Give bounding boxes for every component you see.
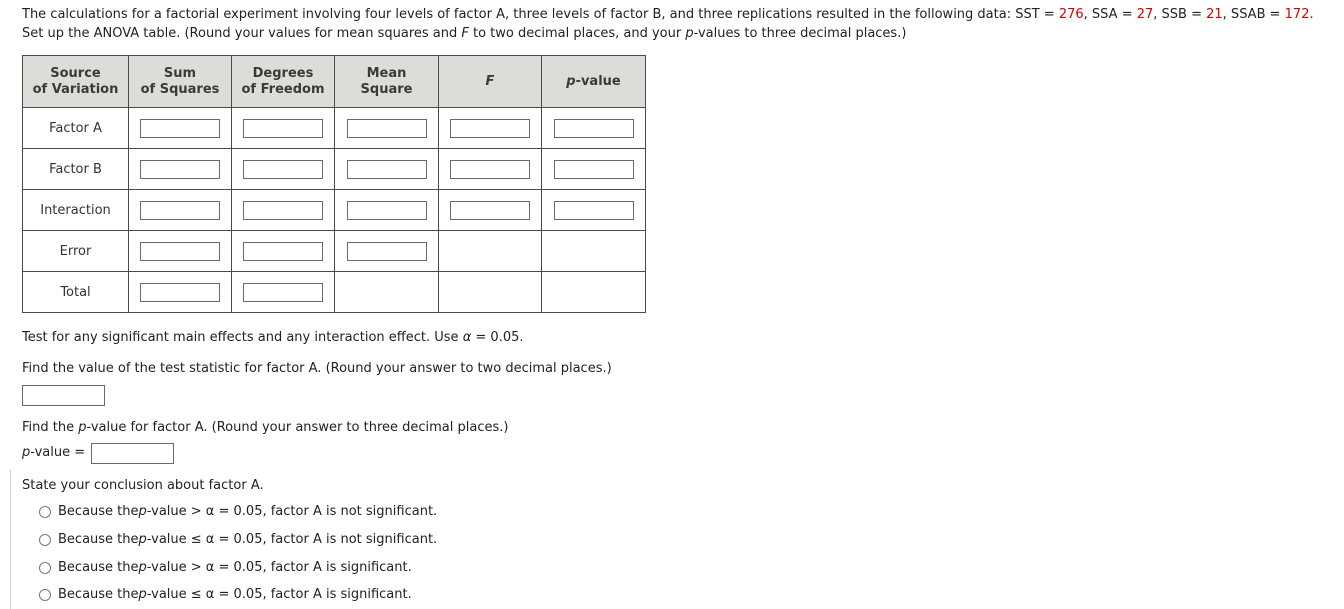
factor-a-p-input[interactable] [554, 119, 634, 138]
row-factor-b [23, 149, 646, 190]
problem-line-2 [22, 24, 1340, 43]
header-source [23, 56, 129, 108]
cell-ms [335, 190, 439, 231]
factor-b-p-input[interactable] [554, 160, 634, 179]
header-text: p [566, 73, 576, 89]
error-ss-input[interactable] [140, 242, 220, 261]
radio-button[interactable] [39, 589, 51, 601]
cell-ss [129, 231, 232, 272]
option-text: p [138, 560, 147, 575]
factor-b-f-input[interactable] [450, 160, 530, 179]
row-factor-a [23, 108, 646, 149]
problem-line-1 [22, 5, 1340, 24]
total-df-input[interactable] [243, 283, 323, 302]
header-sum-of-squares [129, 56, 232, 108]
problem-text: p [685, 26, 694, 41]
answer-divider [10, 469, 11, 609]
header-text: Mean [366, 65, 407, 81]
radio-button[interactable] [39, 562, 51, 574]
problem-statement [22, 5, 1340, 43]
radio-button[interactable] [39, 506, 51, 518]
row-label: Total [23, 272, 129, 313]
factor-a-f-input[interactable] [450, 119, 530, 138]
row-total [23, 272, 646, 313]
problem-text: , SSB = [1153, 7, 1207, 22]
cell-ms [335, 108, 439, 149]
problem-text: , SSA = [1083, 7, 1137, 22]
cell-ss [129, 190, 232, 231]
sst-value: 276 [1058, 7, 1084, 22]
label-text: -value = [30, 445, 86, 460]
test-statistic-input[interactable] [22, 385, 105, 406]
option-text: Because the [58, 587, 139, 602]
problem-text: The calculations for a factorial experiment involving four levels of factor A, three levels of factor B, and three replications resulted in the following data: SST = [22, 7, 1059, 22]
question-text: p [78, 420, 87, 435]
error-df-input[interactable] [243, 242, 323, 261]
cell-df [232, 149, 335, 190]
interaction-ss-input[interactable] [140, 201, 220, 220]
radio-button[interactable] [39, 534, 51, 546]
error-ms-input[interactable] [347, 242, 427, 261]
interaction-f-input[interactable] [450, 201, 530, 220]
cell-p [542, 108, 646, 149]
cell-p [542, 190, 646, 231]
conclusion-option-3[interactable] [39, 560, 412, 575]
interaction-p-input[interactable] [554, 201, 634, 220]
test-instruction [22, 330, 524, 345]
header-text: Degrees [252, 65, 314, 81]
problem-text: to two decimal places, and your [468, 26, 686, 41]
cell-ms-empty [335, 272, 439, 313]
conclusion-option-1[interactable] [39, 504, 437, 519]
factor-a-df-input[interactable] [243, 119, 323, 138]
factor-b-df-input[interactable] [243, 160, 323, 179]
option-text: p [138, 504, 147, 519]
p-value-input[interactable] [91, 443, 174, 464]
option-text: Because the [58, 504, 139, 519]
cell-f [439, 108, 542, 149]
header-degrees-of-freedom [232, 56, 335, 108]
header-mean-square [335, 56, 439, 108]
conclusion-option-4[interactable] [39, 587, 412, 602]
header-text: of Freedom [241, 81, 325, 97]
alpha-symbol: α [462, 330, 472, 345]
option-text: Because the [58, 532, 139, 547]
row-label: Error [23, 231, 129, 272]
interaction-df-input[interactable] [243, 201, 323, 220]
option-text: -value ≤ α = 0.05, factor A is not significant. [146, 532, 438, 547]
question-p-value [22, 420, 508, 435]
cell-f [439, 190, 542, 231]
option-text: Because the [58, 560, 139, 575]
option-text: p [138, 587, 147, 602]
row-label: Interaction [23, 190, 129, 231]
cell-ss [129, 108, 232, 149]
cell-df [232, 231, 335, 272]
problem-text: -values to three decimal places.) [693, 26, 907, 41]
problem-text: , SSAB = [1222, 7, 1285, 22]
factor-a-ms-input[interactable] [347, 119, 427, 138]
problem-text: F [461, 26, 469, 41]
conclusion-prompt: State your conclusion about factor A. [22, 478, 264, 493]
header-f [439, 56, 542, 108]
header-text: F [485, 73, 495, 89]
p-value-label [22, 445, 85, 460]
factor-a-ss-input[interactable] [140, 119, 220, 138]
header-text: Source [50, 65, 101, 81]
header-text: of Variation [32, 81, 119, 97]
ssa-value: 27 [1136, 7, 1154, 22]
factor-b-ms-input[interactable] [347, 160, 427, 179]
label-text: p [22, 445, 31, 460]
option-text: -value ≤ α = 0.05, factor A is significant. [146, 587, 412, 602]
cell-f-empty [439, 272, 542, 313]
header-text: Square [360, 81, 413, 97]
ssab-value: 172 [1284, 7, 1310, 22]
question-test-statistic: Find the value of the test statistic for factor A. (Round your answer to two decimal places.) [22, 361, 612, 376]
problem-text: Set up the ANOVA table. (Round your values for mean squares and [22, 26, 462, 41]
problem-text: . [1309, 7, 1314, 22]
cell-ss [129, 149, 232, 190]
total-ss-input[interactable] [140, 283, 220, 302]
header-text: of Squares [140, 81, 220, 97]
instruction-text: Test for any significant main effects and any interaction effect. Use [22, 330, 463, 345]
header-p-value [542, 56, 646, 108]
row-label: Factor B [23, 149, 129, 190]
cell-ms [335, 149, 439, 190]
cell-df [232, 108, 335, 149]
conclusion-option-2[interactable] [39, 532, 437, 547]
cell-p-empty [542, 231, 646, 272]
row-interaction [23, 190, 646, 231]
ssb-value: 21 [1206, 7, 1223, 22]
factor-b-ss-input[interactable] [140, 160, 220, 179]
row-error [23, 231, 646, 272]
instruction-text: = 0.05. [471, 330, 524, 345]
cell-f [439, 149, 542, 190]
option-text: -value > α = 0.05, factor A is not significant. [146, 504, 438, 519]
row-label: Factor A [23, 108, 129, 149]
cell-p-empty [542, 272, 646, 313]
cell-df [232, 190, 335, 231]
anova-header-row [23, 56, 646, 108]
cell-f-empty [439, 231, 542, 272]
question-text: -value for factor A. (Round your answer to three decimal places.) [86, 420, 509, 435]
header-text: -value [575, 73, 621, 89]
option-text: p [138, 532, 147, 547]
option-text: -value > α = 0.05, factor A is significant. [146, 560, 412, 575]
cell-ms [335, 231, 439, 272]
anova-table [22, 55, 646, 313]
question-text: Find the [22, 420, 79, 435]
cell-ss [129, 272, 232, 313]
cell-p [542, 149, 646, 190]
cell-df [232, 272, 335, 313]
interaction-ms-input[interactable] [347, 201, 427, 220]
header-text: Sum [163, 65, 197, 81]
